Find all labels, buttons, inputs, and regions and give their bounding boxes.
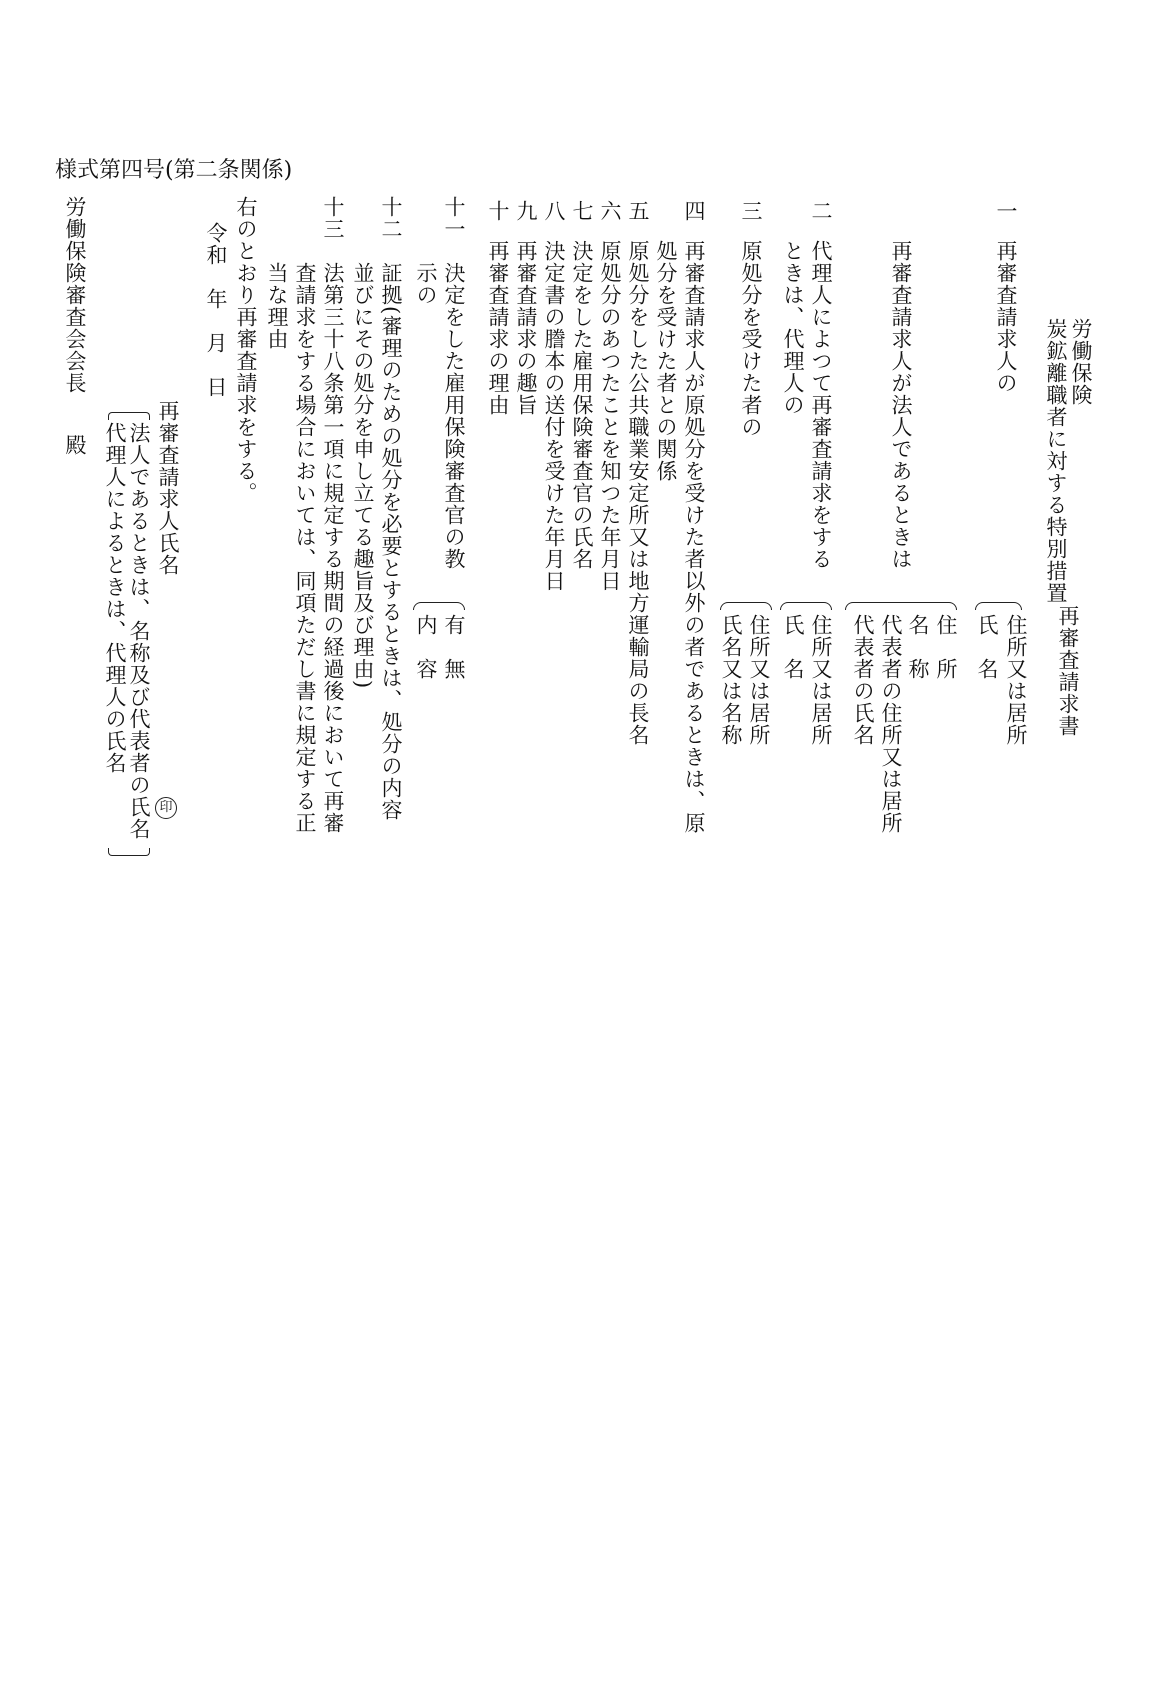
closing-statement: 右のとおり再審査請求をする。 [234, 196, 258, 504]
item-11-number: 十一 [442, 196, 466, 240]
item-3-brace [720, 602, 772, 610]
item-2-sub-name: 氏 名 [781, 614, 805, 680]
item-12-text-1: 証拠(審理のための処分を必要とするときは、処分の内容 [379, 262, 403, 822]
item-11-text-1: 決定をした雇用保険審査官の教 [442, 262, 466, 570]
item-13-text-3: 当な理由 [265, 262, 289, 350]
item-6-text: 原処分のあつたことを知つた年月日 [598, 240, 622, 592]
corporation-brace [845, 602, 957, 610]
item-4-number: 四 [682, 200, 706, 222]
item-10-number: 十 [486, 200, 510, 222]
addressee: 労働保険審査会会長 [63, 196, 87, 394]
title-line-1: 労働保険 [1069, 318, 1093, 406]
item-3-sub-name: 氏名又は名称 [719, 614, 743, 746]
item-12-text-2: 並びにその処分を申し立てる趣旨及び理由) [351, 262, 375, 690]
corporation-text: 再審査請求人が法人であるときは [889, 240, 913, 570]
corporation-sub-rep-name: 代表者の氏名 [851, 614, 875, 746]
closing-date: 令和 年 月 日 [204, 222, 228, 398]
item-5-text: 原処分をした公共職業安定所又は地方運輸局の長名 [626, 240, 650, 746]
item-1-number: 一 [994, 200, 1018, 222]
item-12-number: 十二 [379, 196, 403, 240]
requester-name-label: 再審査請求人氏名 [156, 400, 180, 576]
item-3-sub-address: 住所又は居所 [747, 614, 771, 746]
item-9-text: 再審査請求の趣旨 [514, 240, 538, 416]
corporation-sub-name: 名 称 [906, 614, 930, 680]
item-11-brace [413, 602, 465, 610]
item-11-sub-presence: 有 無 [442, 614, 466, 680]
item-9-number: 九 [514, 200, 538, 222]
item-3-number: 三 [739, 200, 763, 222]
item-1-sub-name: 氏 名 [975, 614, 999, 680]
item-1-sub-address: 住所又は居所 [1004, 614, 1028, 746]
item-4-text-1: 再審査請求人が原処分を受けた者以外の者であるときは、原 [682, 240, 706, 834]
item-2-brace [780, 602, 832, 610]
item-10-text: 再審査請求の理由 [486, 240, 510, 416]
requester-note-bracket-bottom [108, 848, 150, 856]
item-6-number: 六 [598, 200, 622, 222]
requester-agent-note: 代理人によるときは、代理人の氏名 [103, 422, 127, 774]
item-2-text-1: 代理人によつて再審査請求をする [809, 240, 833, 570]
item-1-text: 再審査請求人の [994, 240, 1018, 394]
item-7-text: 決定をした雇用保険審査官の氏名 [570, 240, 594, 570]
item-13-number: 十三 [321, 196, 345, 240]
item-4-text-2: 処分を受けた者との関係 [654, 240, 678, 482]
item-11-text-2: 示の [414, 262, 438, 306]
corporation-sub-rep-address: 代表者の住所又は居所 [879, 614, 903, 834]
addressee-honorific: 殿 [63, 434, 87, 456]
requester-note-bracket-top [108, 412, 150, 420]
requester-corp-note: 法人であるときは、名称及び代表者の氏名 [127, 422, 151, 840]
item-2-text-2: ときは、代理人の [781, 240, 805, 416]
item-13-text-1: 法第三十八条第一項に規定する期間の経過後において再審 [321, 262, 345, 834]
item-11-sub-content: 内 容 [414, 614, 438, 680]
item-3-text: 原処分を受けた者の [739, 240, 763, 438]
item-2-number: 二 [809, 200, 833, 222]
item-8-number: 八 [542, 200, 566, 222]
item-7-number: 七 [570, 200, 594, 222]
item-8-text: 決定書の謄本の送付を受けた年月日 [542, 240, 566, 592]
item-13-text-2: 査請求をする場合においては、同項ただし書に規定する正 [293, 262, 317, 834]
item-5-number: 五 [626, 200, 650, 222]
form-label: 様式第四号(第二条関係) [55, 158, 293, 183]
item-2-sub-address: 住所又は居所 [809, 614, 833, 746]
title-line-2: 炭鉱離職者に対する特別措置 [1044, 318, 1068, 604]
title-line-3: 再審査請求書 [1056, 605, 1080, 737]
corporation-sub-address: 住 所 [934, 614, 958, 680]
item-1-brace [975, 602, 1022, 610]
seal-mark: 印 [155, 797, 177, 819]
